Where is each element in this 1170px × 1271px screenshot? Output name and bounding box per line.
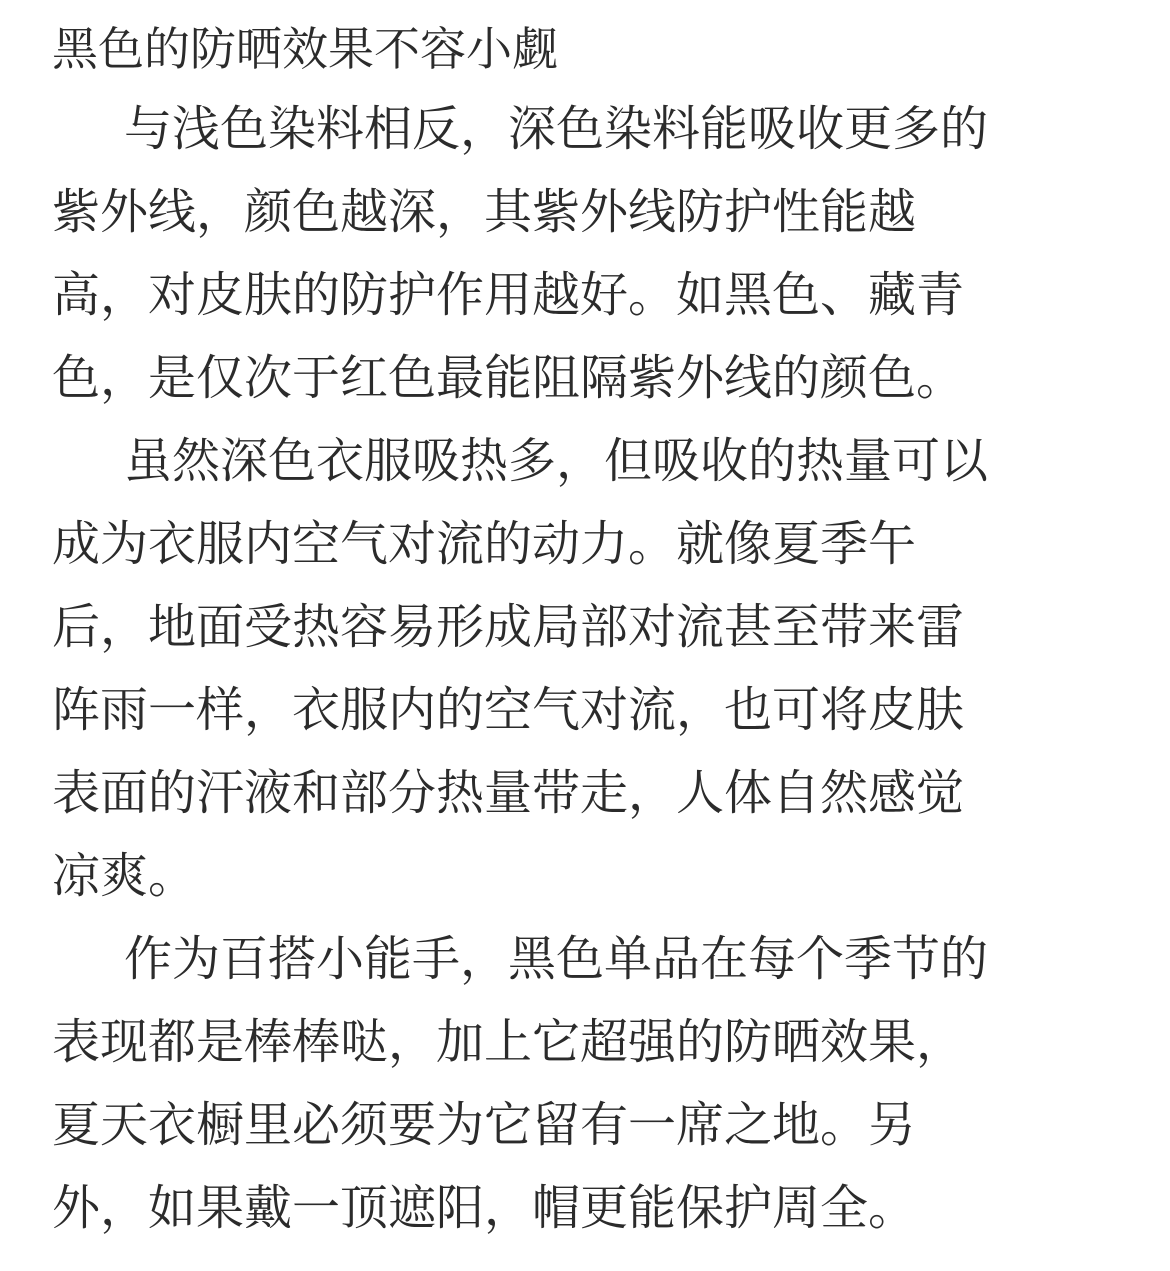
paragraph-line: 高，对皮肤的防护作用越好。如黑色、藏青 <box>52 267 965 323</box>
paragraph-line: 夏天衣橱里必须要为它留有一席之地。另 <box>52 1097 917 1153</box>
article-title: 黑色的防晒效果不容小觑 <box>52 22 558 76</box>
paragraph-line: 作为百搭小能手，黑色单品在每个季节的 <box>124 931 989 987</box>
paragraph-line: 紫外线，颜色越深，其紫外线防护性能越 <box>52 184 917 240</box>
paragraph-1 <box>52 88 1112 420</box>
paragraph-line: 凉爽。 <box>52 848 197 904</box>
paragraph-line: 与浅色染料相反，深色染料能吸收更多的 <box>124 101 989 157</box>
paragraph-line: 阵雨一样，衣服内的空气对流，也可将皮肤 <box>52 682 965 738</box>
paragraph-line: 后，地面受热容易形成局部对流甚至带来雷 <box>52 599 965 655</box>
article <box>52 10 1112 1250</box>
paragraph-line: 表现都是棒棒哒，加上它超强的防晒效果， <box>52 1014 965 1070</box>
paragraph-2 <box>52 420 1112 918</box>
paragraph-line: 成为衣服内空气对流的动力。就像夏季午 <box>52 516 917 572</box>
paragraph-3 <box>52 918 1112 1250</box>
paragraph-line: 外，如果戴一顶遮阳，帽更能保护周全。 <box>52 1180 917 1236</box>
paragraph-line: 表面的汗液和部分热量带走，人体自然感觉 <box>52 765 965 821</box>
paragraph-line: 虽然深色衣服吸热多，但吸收的热量可以 <box>124 433 989 489</box>
paragraph-line: 色，是仅次于红色最能阻隔紫外线的颜色。 <box>52 350 965 406</box>
